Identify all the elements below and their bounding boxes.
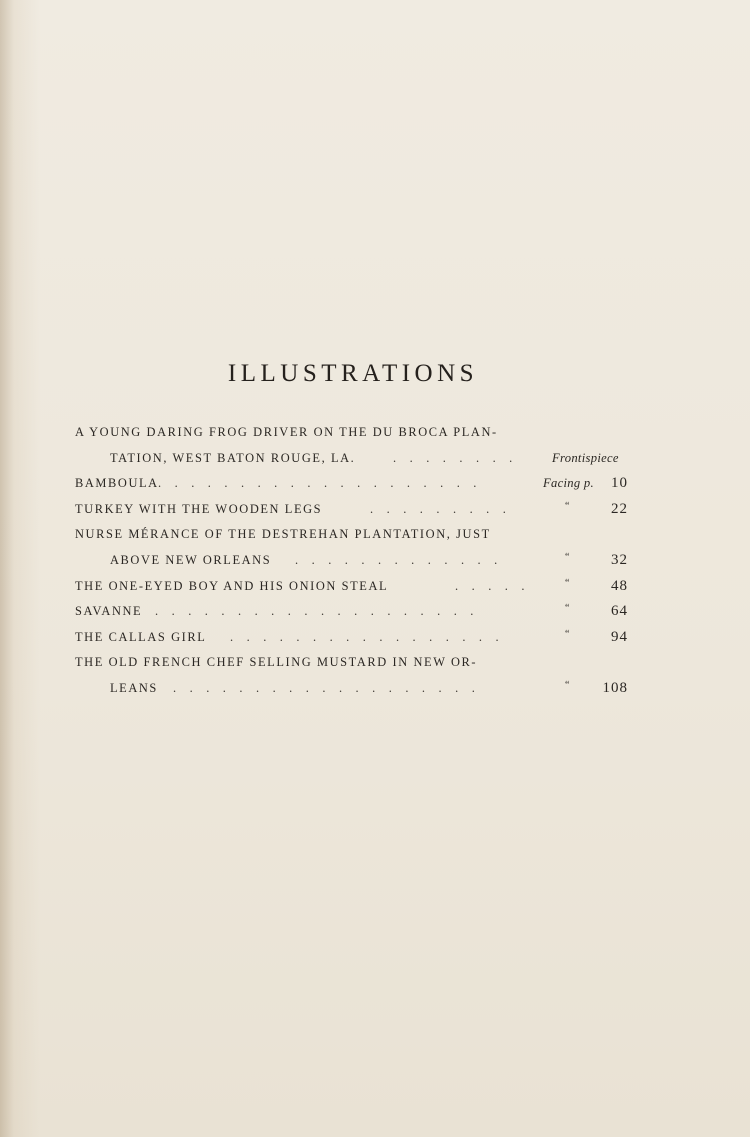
page-number: 48 — [611, 577, 628, 594]
entry-title-line: THE CALLAS GIRL — [75, 629, 207, 644]
ditto-mark: “ — [565, 679, 570, 691]
facing-label: Facing p. — [543, 476, 594, 491]
leader-dots: . . . . . . . . . . . . . . . . . . . . — [158, 476, 482, 491]
ditto-mark: “ — [565, 500, 570, 512]
page-number: 64 — [611, 603, 628, 620]
page-number: 94 — [611, 628, 628, 645]
illustrations-list — [75, 420, 630, 702]
page-reference: Frontispiece — [552, 450, 619, 465]
entry-title-line: TATION, WEST BATON ROUGE, LA. — [110, 450, 356, 465]
entry-title-line: SAVANNE — [75, 604, 143, 619]
list-item-continuation — [75, 676, 630, 702]
ditto-mark: “ — [565, 577, 570, 589]
page-number: 32 — [611, 551, 628, 568]
leader-dots: . . . . . . . . . — [370, 501, 512, 516]
entry-title-line: TURKEY WITH THE WOODEN LEGS — [75, 501, 323, 516]
list-item-continuation — [75, 446, 630, 472]
page-title: ILLUSTRATIONS — [227, 360, 479, 387]
leader-dots: . . . . . — [455, 578, 530, 593]
list-item — [75, 420, 630, 446]
list-item — [75, 599, 630, 625]
leader-dots: . . . . . . . . . . . . . . . . . . . — [173, 680, 481, 695]
page-number: 10 — [611, 475, 628, 492]
list-item — [75, 574, 630, 600]
page-number: 22 — [611, 500, 628, 517]
entry-title-line: ABOVE NEW ORLEANS — [110, 552, 272, 567]
ditto-mark: “ — [565, 551, 570, 563]
list-item — [75, 650, 630, 676]
list-item — [75, 625, 630, 651]
ditto-mark: “ — [565, 603, 570, 615]
entry-title-line: THE OLD FRENCH CHEF SELLING MUSTARD IN NEW OR- — [75, 655, 478, 670]
entry-title-line: NURSE MÉRANCE OF THE DESTREHAN PLANTATION, JUST — [75, 527, 491, 542]
leader-dots: . . . . . . . . . . . . . — [295, 552, 503, 567]
leader-dots: . . . . . . . . . . . . . . . . . . . . — [155, 604, 479, 619]
leader-dots: . . . . . . . . . . . . . . . . . — [230, 629, 504, 644]
leader-dots: . . . . . . . . — [393, 450, 518, 465]
entry-title-line: LEANS — [110, 680, 158, 695]
page-number: 108 — [602, 679, 628, 696]
list-item — [75, 497, 630, 523]
entry-title-line: THE ONE-EYED BOY AND HIS ONION STEAL — [75, 578, 389, 593]
ditto-mark: “ — [565, 628, 570, 640]
list-item-continuation — [75, 548, 630, 574]
entry-title-line: A YOUNG DARING FROG DRIVER ON THE DU BROCA PLAN- — [75, 425, 498, 439]
list-item — [75, 471, 630, 497]
entry-title-line: BAMBOULA — [75, 476, 159, 491]
list-item — [75, 522, 630, 548]
